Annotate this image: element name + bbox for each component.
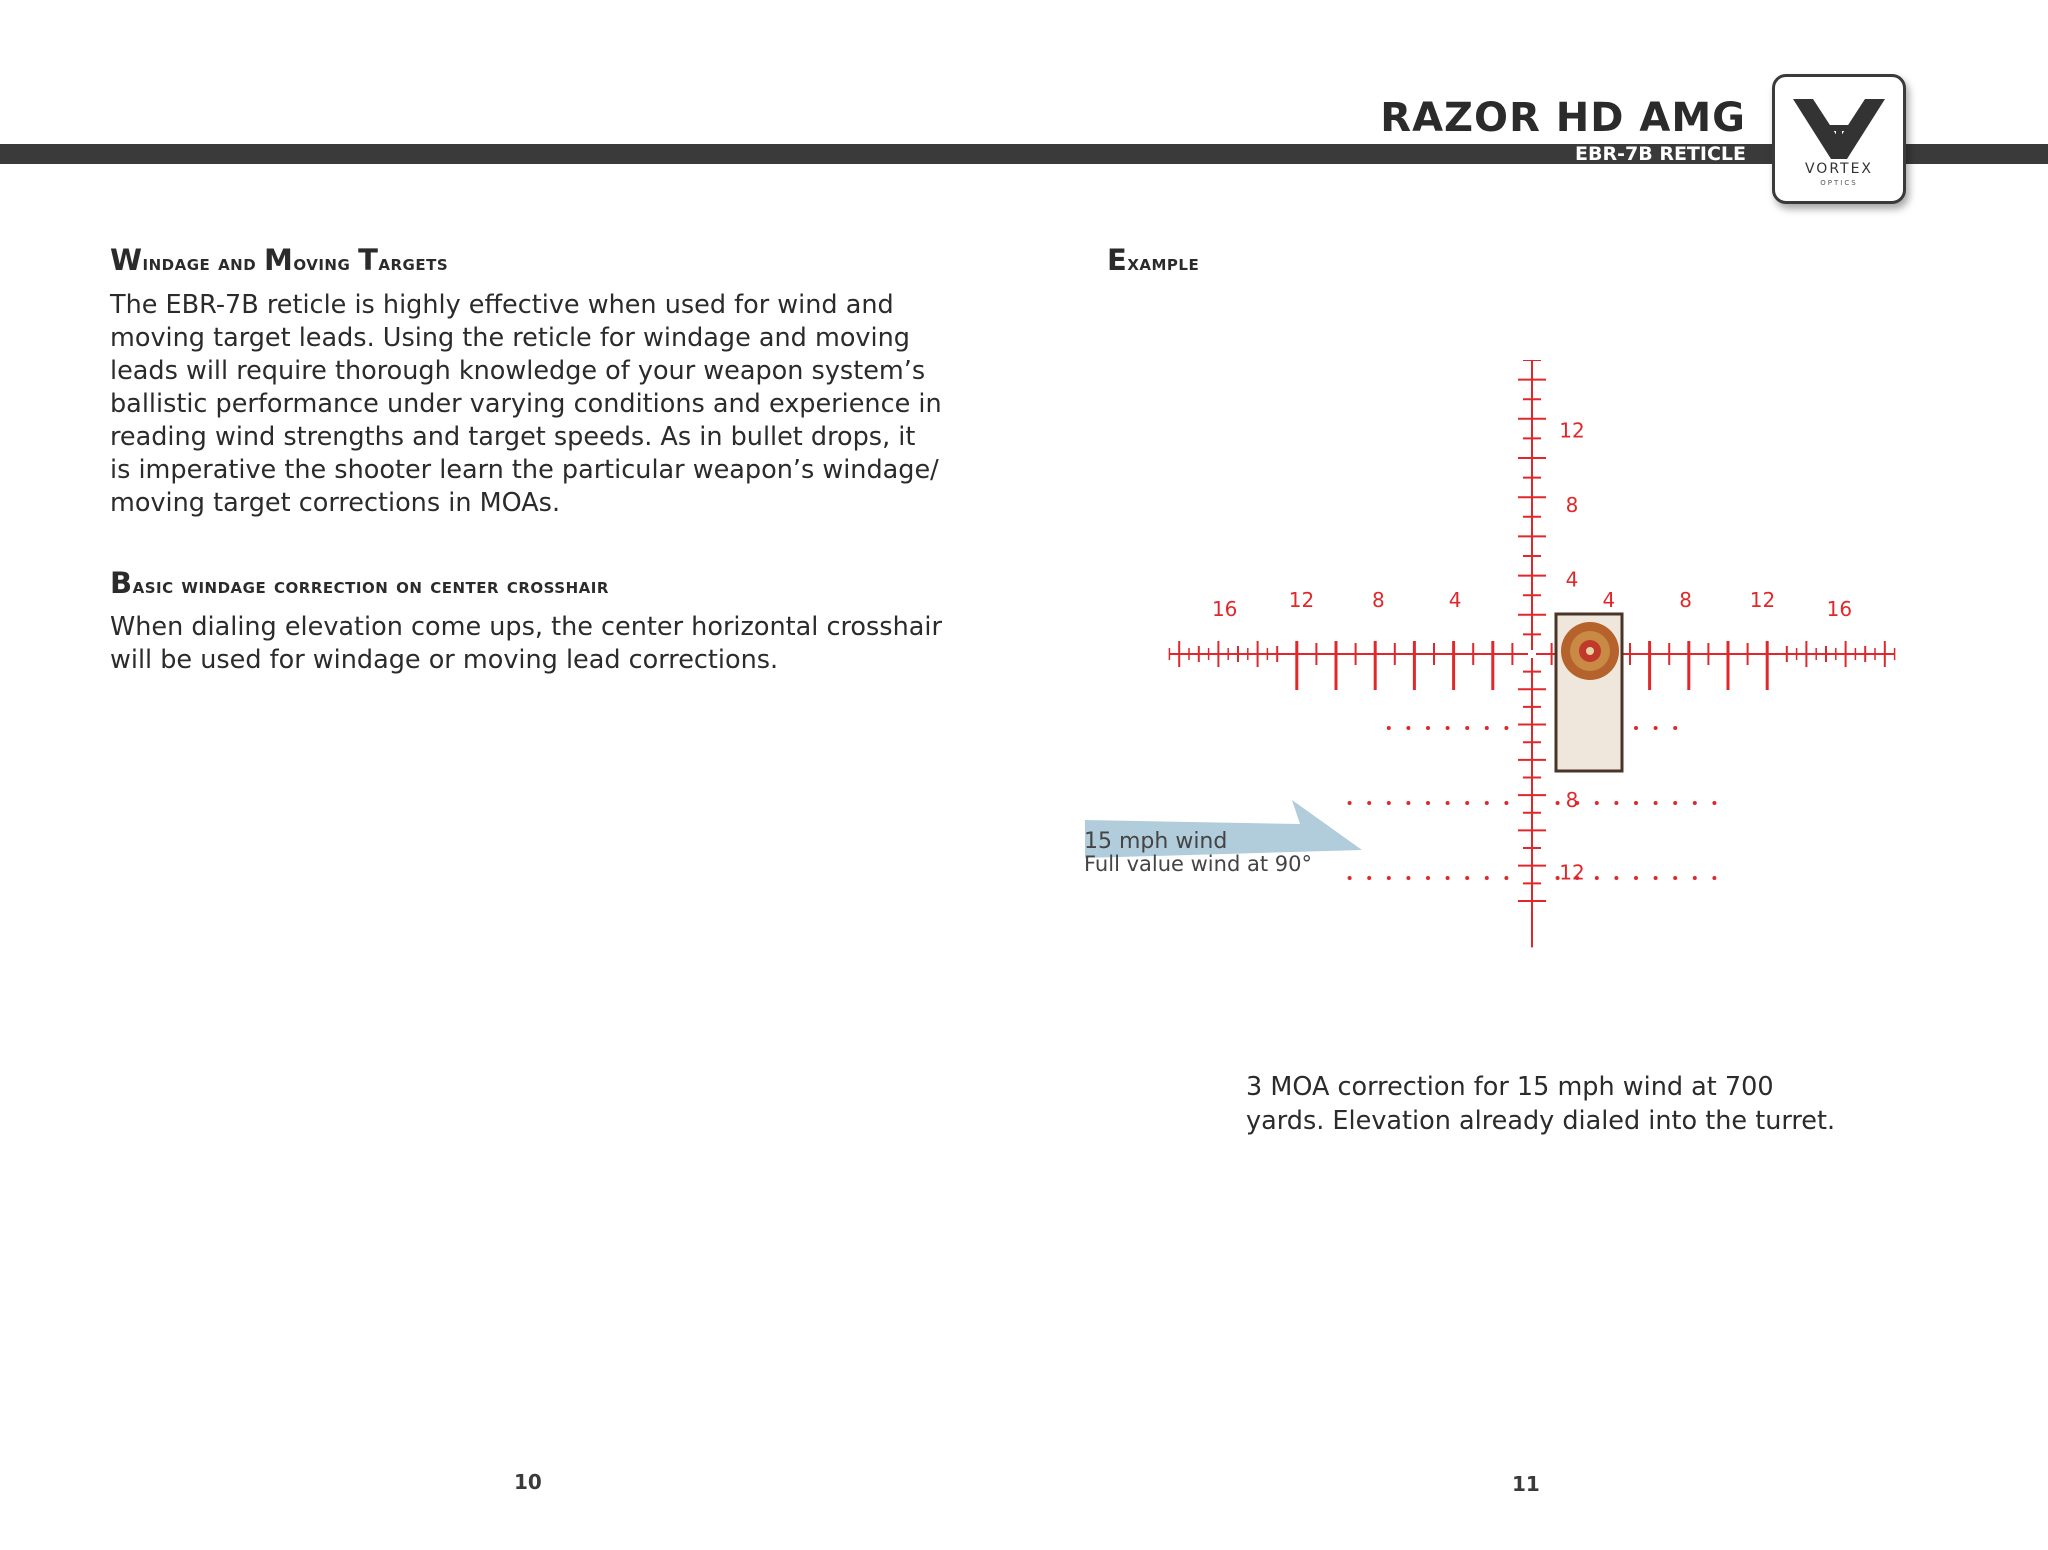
holdover-dot <box>1693 801 1697 805</box>
holdover-dot <box>1504 801 1508 805</box>
holdover-dot <box>1348 876 1352 880</box>
text-line: will be used for windage or moving lead corrections. <box>110 645 779 675</box>
holdover-dot <box>1387 801 1391 805</box>
horizontal-label: 4 <box>1448 588 1462 612</box>
section1-body <box>110 289 942 520</box>
holdover-dot <box>1654 801 1658 805</box>
holdover-dot <box>1634 876 1638 880</box>
holdover-dot <box>1595 876 1599 880</box>
vortex-logo-icon <box>1775 77 1903 167</box>
holdover-dot <box>1465 876 1469 880</box>
holdover-dot <box>1673 876 1677 880</box>
holdover-dot <box>1595 801 1599 805</box>
holdover-dot <box>1465 801 1469 805</box>
text-line: reading wind strengths and target speeds. As in bullet drops, it <box>110 422 916 452</box>
holdover-dot <box>1614 801 1618 805</box>
holdover-dot <box>1367 801 1371 805</box>
vertical-label: 8 <box>1565 493 1579 518</box>
holdover-dot <box>1634 801 1638 805</box>
example-caption <box>1246 1070 1866 1138</box>
page-number-right: 11 <box>1512 1472 1540 1496</box>
text-line: leads will require thorough knowledge of your weapon system’s <box>110 356 926 386</box>
vertical-label: 12 <box>1559 418 1585 443</box>
holdover-dot <box>1446 726 1450 730</box>
holdover-dot <box>1712 801 1716 805</box>
logo-word: VORTEX <box>1804 161 1874 177</box>
holdover-dot <box>1406 876 1410 880</box>
logo-small: OPTICS <box>1820 179 1858 187</box>
caption-line: yards. Elevation already dialed into the turret. <box>1246 1106 1836 1136</box>
wind-label-angle: Full value wind at 90° <box>1084 852 1312 876</box>
horizontal-label: 12 <box>1288 588 1315 612</box>
holdover-dot <box>1426 726 1430 730</box>
holdover-dot <box>1485 876 1489 880</box>
horizontal-label: 16 <box>1211 597 1238 621</box>
holdover-dot <box>1426 801 1430 805</box>
holdover-dot <box>1504 876 1508 880</box>
target <box>1556 614 1622 771</box>
caption-line: 3 MOA correction for 15 mph wind at 700 <box>1246 1072 1774 1102</box>
holdover-dot <box>1446 801 1450 805</box>
vertical-label: 12 <box>1559 860 1585 885</box>
section2-body <box>110 611 942 677</box>
text-line: The EBR-7B reticle is highly effective when used for wind and <box>110 290 894 320</box>
section2-heading: Basic windage correction on center crosshair <box>110 566 609 600</box>
vortex-logo <box>1772 74 1906 204</box>
holdover-dot <box>1614 876 1618 880</box>
holdover-dot <box>1693 876 1697 880</box>
holdover-dot <box>1504 726 1508 730</box>
horizontal-label: 12 <box>1749 588 1776 612</box>
holdover-dot <box>1712 876 1716 880</box>
holdover-dot <box>1485 726 1489 730</box>
text-line: moving target leads. Using the reticle for windage and moving <box>110 323 910 353</box>
page-number-left: 10 <box>514 1470 542 1494</box>
text-line: When dialing elevation come ups, the center horizontal crosshair <box>110 612 942 642</box>
holdover-dot <box>1673 726 1677 730</box>
brand-title: RAZOR HD AMG <box>1380 95 1746 141</box>
section1-heading: Windage and Moving Targets <box>110 243 449 277</box>
holdover-dot <box>1465 726 1469 730</box>
holdover-dot <box>1406 726 1410 730</box>
holdover-dot <box>1654 876 1658 880</box>
holdover-dot <box>1446 876 1450 880</box>
example-heading: Example <box>1107 243 1200 277</box>
holdover-dot <box>1485 801 1489 805</box>
holdover-dot <box>1634 726 1638 730</box>
horizontal-label: 8 <box>1679 588 1693 612</box>
holdover-dot <box>1406 801 1410 805</box>
vertical-label: 4 <box>1565 567 1579 592</box>
text-line: ballistic performance under varying conditions and experience in <box>110 389 942 419</box>
wind-label-speed: 15 mph wind <box>1084 829 1228 854</box>
vertical-label: 8 <box>1565 787 1579 812</box>
text-line: moving target corrections in MOAs. <box>110 488 561 518</box>
holdover-dot <box>1348 801 1352 805</box>
holdover-dot <box>1426 876 1430 880</box>
holdover-dot <box>1387 876 1391 880</box>
holdover-dot <box>1556 801 1560 805</box>
brand-subtitle: EBR-7B RETICLE <box>1575 143 1746 165</box>
horizontal-label: 4 <box>1602 588 1616 612</box>
holdover-dot <box>1387 726 1391 730</box>
horizontal-label: 16 <box>1826 597 1853 621</box>
holdover-dot <box>1654 726 1658 730</box>
horizontal-label: 8 <box>1371 588 1385 612</box>
text-line: is imperative the shooter learn the particular weapon’s windage/ <box>110 455 939 485</box>
holdover-dot <box>1367 876 1371 880</box>
target-bullseye-center <box>1586 647 1594 655</box>
holdover-dot <box>1673 801 1677 805</box>
